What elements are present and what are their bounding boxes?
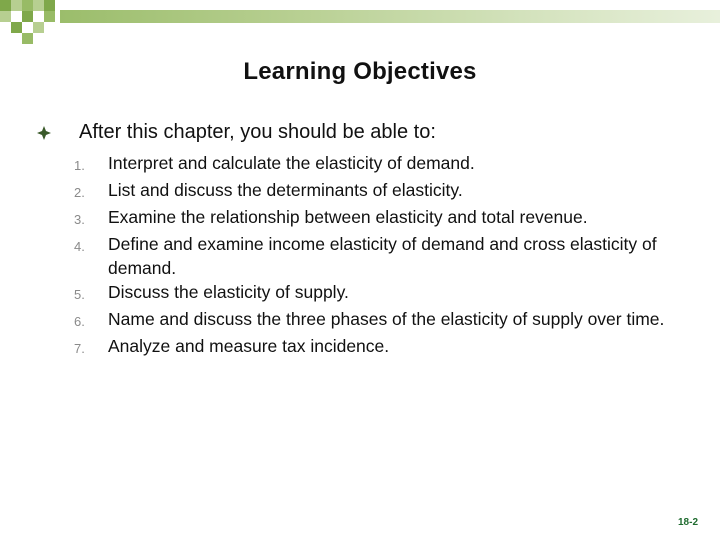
objective-text: Analyze and measure tax incidence. — [108, 336, 390, 356]
objective-item — [74, 178, 674, 205]
objective-number: 4. — [74, 239, 85, 254]
objective-item — [74, 205, 674, 232]
header-square — [11, 0, 22, 11]
header-square — [44, 11, 55, 22]
objectives-list — [74, 151, 674, 361]
header-square — [33, 22, 44, 33]
header-square — [22, 11, 33, 22]
objective-text: Name and discuss the three phases of the elasticity of supply over time. — [108, 309, 665, 329]
objective-number: 3. — [74, 212, 85, 227]
objective-number: 2. — [74, 185, 85, 200]
objective-item — [74, 232, 674, 280]
objective-item — [74, 151, 674, 178]
objective-text: Discuss the elasticity of supply. — [108, 282, 349, 302]
header-square — [44, 0, 55, 11]
objective-item — [74, 307, 674, 334]
objective-text: Define and examine income elasticity of demand and cross elasticity of demand. — [108, 234, 657, 278]
objective-number: 5. — [74, 287, 85, 302]
objective-text: List and discuss the determinants of elasticity. — [108, 180, 463, 200]
gradient-band — [60, 10, 720, 23]
lead-bullet — [36, 121, 676, 144]
header-square — [0, 11, 11, 22]
decorative-header-bar — [0, 0, 720, 48]
objective-text: Interpret and calculate the elasticity of demand. — [108, 153, 475, 173]
lead-text: After this chapter, you should be able to: — [79, 121, 436, 143]
header-square — [0, 0, 11, 11]
objective-number: 1. — [74, 158, 85, 173]
header-square — [22, 0, 33, 11]
header-square — [22, 33, 33, 44]
diamond-bullet-icon — [36, 125, 52, 141]
objective-item — [74, 280, 674, 307]
objective-number: 6. — [74, 314, 85, 329]
page-number: 18-2 — [677, 517, 698, 528]
header-square — [33, 0, 44, 11]
slide-title: Learning Objectives — [243, 58, 477, 85]
objective-number: 7. — [74, 341, 85, 356]
header-square — [11, 22, 22, 33]
objective-item — [74, 334, 674, 361]
objective-text: Examine the relationship between elasticity and total revenue. — [108, 207, 588, 227]
